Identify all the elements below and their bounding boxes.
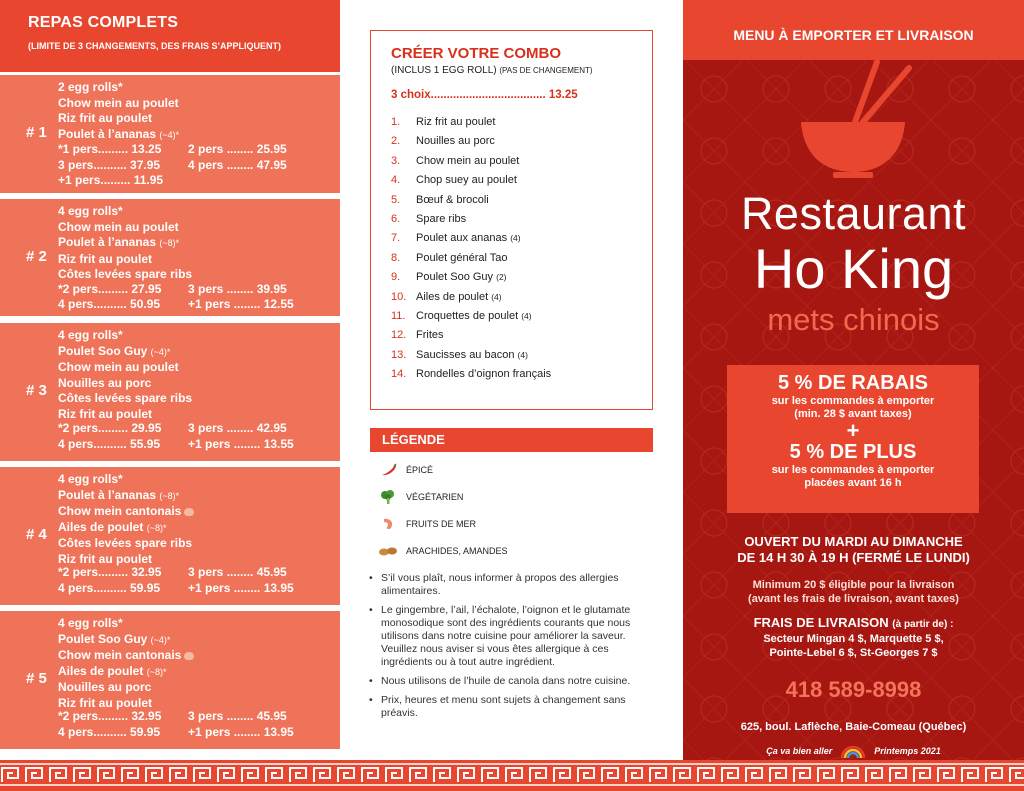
restaurant-tagline: mets chinois <box>767 302 940 337</box>
combo-item-note: (4) <box>510 233 521 244</box>
meal-item-text: Côtes levées spare ribs <box>58 536 193 550</box>
meal-item <box>58 616 194 632</box>
meal-item-text: Poulet à l’ananas <box>58 487 160 502</box>
combo-item-number: 10. <box>391 290 407 303</box>
promo-discount: 5 % DE RABAIS <box>777 372 929 394</box>
combo-item-text: Chow mein au poulet <box>416 154 520 167</box>
meal-item <box>58 664 194 681</box>
combo-box <box>370 30 653 410</box>
meal-item-text: Riz frit au poulet <box>58 551 152 566</box>
fees-title <box>683 616 1024 632</box>
meal-card <box>0 75 340 193</box>
combo-item-number: 1. <box>391 116 401 128</box>
meal-item-text: Chow mein au poulet <box>58 95 179 110</box>
combo-item <box>391 349 652 368</box>
combo-item-number: 5. <box>391 193 401 206</box>
meal-item-text: 4 egg rolls* <box>58 328 123 342</box>
minimum-line: Minimum 20 $ éligible pour la livraison <box>752 579 955 591</box>
combo-item-number: 13. <box>391 348 407 361</box>
meal-card <box>0 199 340 316</box>
meal-item-text: Riz frit au poulet <box>58 111 152 125</box>
meal-item-text: Chow mein au poulet <box>58 360 179 374</box>
meal-card <box>0 611 340 749</box>
meal-item-note: (~4)* <box>159 129 180 140</box>
combo-item-number: 14. <box>391 368 407 381</box>
combo-item-text: Poulet aux ananas <box>416 232 511 245</box>
meal-item <box>58 267 192 283</box>
meal-prices <box>58 421 294 452</box>
price-cell: 3 pers ........ 42.95 <box>188 421 287 435</box>
right-panel <box>683 0 1024 760</box>
combo-subtitle-small: (PAS DE CHANGEMENT) <box>499 66 593 75</box>
meal-prices <box>58 282 294 313</box>
restaurant-name-line1: Restaurant <box>740 188 967 239</box>
meal-item-text: Chow mein au poulet <box>58 219 179 234</box>
price-cell: 4 pers.......... 50.95 <box>58 297 161 311</box>
combo-item <box>391 310 652 329</box>
address: 625, boul. Laflèche, Baie-Comeau (Québec) <box>740 721 967 733</box>
meals-subtitle: (LIMITE DE 3 CHANGEMENTS, DES FRAIS S’APPLIQUENT) <box>28 41 282 51</box>
allergy-notes <box>367 572 657 726</box>
price-row <box>58 282 294 298</box>
meal-item <box>58 391 192 407</box>
price-row <box>58 565 294 581</box>
meal-item <box>58 520 194 537</box>
meal-item-text: Ailes de poulet <box>58 663 147 678</box>
restaurant-name-line2: Ho King <box>753 237 954 300</box>
footer <box>683 744 1024 758</box>
price-row <box>58 173 287 189</box>
meal-item-text: Chow mein cantonais <box>58 648 182 662</box>
meal-item-text: Poulet Soo Guy <box>58 631 151 646</box>
legend-label: ÉPICÉ <box>406 465 434 475</box>
opening-hours <box>683 534 1024 566</box>
meal-item <box>58 235 192 252</box>
combo-item-text: Frites <box>416 329 444 342</box>
combo-item-text: Poulet général Tao <box>416 251 508 264</box>
left-panel <box>0 0 340 760</box>
combo-item-number: 7. <box>391 232 401 245</box>
meal-item <box>58 328 192 344</box>
price-row <box>58 581 294 597</box>
meal-item <box>58 252 192 268</box>
combo-item-text: Saucisses au bacon <box>416 348 518 361</box>
combo-item <box>391 213 652 232</box>
combo-item <box>391 271 652 290</box>
price-cell: 4 pers.......... 55.95 <box>58 436 161 451</box>
price-row <box>58 725 294 741</box>
legend-entry <box>378 463 433 477</box>
promo-text: (min. 28 $ avant taxes) <box>794 408 912 420</box>
legend-entry <box>378 490 463 504</box>
chili-pepper-icon <box>378 463 398 477</box>
meal-item <box>58 127 179 144</box>
price-cell: 3 pers ........ 39.95 <box>188 281 287 296</box>
price-cell: 3 pers ........ 45.95 <box>188 565 287 579</box>
price-cell: +1 pers......... 11.95 <box>58 173 164 187</box>
meal-items <box>58 328 192 422</box>
meal-prices <box>58 142 287 189</box>
meal-item <box>58 472 194 488</box>
combo-item-text: Croquettes de poulet <box>416 309 522 322</box>
combo-item <box>391 368 652 387</box>
combo-item-note: (2) <box>496 272 507 283</box>
meal-item-text: Ailes de poulet <box>58 519 147 534</box>
combo-item-text: Ailes de poulet <box>416 290 492 303</box>
combo-item-text: Rondelles d’oignon français <box>416 368 552 381</box>
price-cell: *2 pers......... 29.95 <box>58 421 162 435</box>
promo-extra: 5 % DE PLUS <box>789 441 917 463</box>
promo-box <box>727 365 979 513</box>
note-item: • Nous utilisons de l’huile de canola dans notre cuisine. <box>367 675 657 688</box>
meal-item-text: Riz frit au poulet <box>58 251 152 266</box>
price-cell: 3 pers.......... 37.95 <box>58 157 161 172</box>
price-cell: 4 pers ........ 47.95 <box>188 157 287 172</box>
delivery-fees <box>683 616 1024 660</box>
hours-days: OUVERT DU MARDI AU DIMANCHE <box>744 534 963 549</box>
delivery-minimum <box>683 578 1024 606</box>
price-cell: +1 pers ........ 13.55 <box>188 436 294 451</box>
combo-item-number: 12. <box>391 329 407 342</box>
fees-line: Secteur Mingan 4 $, Marquette 5 $, <box>763 633 944 645</box>
meal-prices <box>58 709 294 740</box>
meal-items <box>58 616 194 711</box>
legend-entry <box>378 544 508 558</box>
price-row <box>58 437 294 453</box>
price-cell: 4 pers.......... 59.95 <box>58 724 161 739</box>
combo-item-text: Nouilles au porc <box>416 135 495 148</box>
legend-label: FRUITS DE MER <box>406 519 477 529</box>
promo-plus: + <box>846 418 860 443</box>
price-cell: 4 pers.......... 59.95 <box>58 580 161 595</box>
bowl-chopsticks-icon <box>793 52 913 182</box>
combo-item-text: Riz frit au poulet <box>416 116 496 128</box>
meal-item <box>58 504 194 520</box>
legend-label: ARACHIDES, AMANDES <box>406 546 508 556</box>
price-row <box>58 421 294 437</box>
meal-number: # 5 <box>26 670 47 687</box>
shrimp-icon <box>184 508 194 516</box>
phone-number[interactable]: 418 589-8998 <box>785 677 922 702</box>
meal-item <box>58 648 194 664</box>
footer-slogan: Ça va bien aller <box>766 746 833 756</box>
meal-items <box>58 204 192 283</box>
meal-item-text: 2 egg rolls* <box>58 80 123 94</box>
combo-subtitle <box>391 65 652 76</box>
price-cell: +1 pers ........ 12.55 <box>188 297 294 311</box>
meal-items <box>58 472 194 567</box>
meal-item-text: Côtes levées spare ribs <box>58 391 193 405</box>
meal-card <box>0 323 340 461</box>
combo-item-number: 8. <box>391 251 401 264</box>
shrimp-icon <box>378 517 398 531</box>
meal-number: # 1 <box>26 124 47 141</box>
meal-number: # 4 <box>26 526 47 543</box>
combo-item-text: Bœuf & brocoli <box>416 193 489 206</box>
meal-item <box>58 204 192 220</box>
price-row <box>58 142 287 158</box>
meal-item-text: Poulet à l’ananas <box>58 235 160 249</box>
hours-time: DE 14 H 30 À 19 H (FERMÉ LE LUNDI) <box>737 550 970 565</box>
meal-item-note: (~4)* <box>150 634 171 645</box>
meal-item <box>58 680 194 696</box>
fees-line: Pointe-Lebel 6 $, St-Georges 7 $ <box>769 647 938 659</box>
promo-text: sur les commandes à emporter <box>771 464 935 476</box>
note-item: • Le gingembre, l’ail, l’échalote, l’oignon et le glutamate monosodique sont des ingrédients courants que nous utilisons dans notre cuisine pour améliorer la saveur. Veuillez nous aviser si vous êtes allergique à ces ingrédients ou à tout autre ingrédient. <box>367 604 657 669</box>
combo-item <box>391 116 652 135</box>
meal-item <box>58 96 179 112</box>
price-cell: *2 pers......... 27.95 <box>58 281 162 296</box>
meal-item <box>58 407 192 423</box>
fees-title-small: (à partir de) : <box>892 619 954 630</box>
price-cell: *1 pers......... 13.25 <box>58 142 162 156</box>
meal-item-note: (~8)* <box>159 490 180 501</box>
meal-item <box>58 80 179 96</box>
combo-subtitle-main: (INCLUS 1 EGG ROLL) <box>391 65 497 76</box>
combo-item-text: Poulet Soo Guy <box>416 271 497 284</box>
meal-items <box>58 80 179 143</box>
promo-text: sur les commandes à emporter <box>771 395 935 407</box>
combo-item-number: 11. <box>391 309 406 322</box>
meal-item-text: Poulet Soo Guy <box>58 343 151 358</box>
combo-item-number: 4. <box>391 174 401 187</box>
promo-text: placées avant 16 h <box>804 477 902 489</box>
meal-card <box>0 467 340 605</box>
meal-item-text: 4 egg rolls* <box>58 472 123 486</box>
combo-item-number: 2. <box>391 135 401 148</box>
legend-entry <box>378 517 476 531</box>
meal-item-note: (~8)* <box>159 238 180 248</box>
combo-item <box>391 135 652 154</box>
meal-item-text: Chow mein cantonais <box>58 504 182 518</box>
meal-item-text: Poulet à l’ananas <box>58 126 160 141</box>
shrimp-icon <box>184 652 194 660</box>
combo-item <box>391 252 652 271</box>
meal-item <box>58 376 192 392</box>
price-cell: *2 pers......... 32.95 <box>58 709 162 723</box>
combo-item <box>391 291 652 310</box>
meal-item-note: (~4)* <box>150 346 171 357</box>
price-row <box>58 297 294 313</box>
combo-item-text: Chop suey au poulet <box>416 174 517 187</box>
meal-item <box>58 344 192 361</box>
combo-item-text: Spare ribs <box>416 212 467 225</box>
combo-item-number: 3. <box>391 154 401 167</box>
meal-item-text: Riz frit au poulet <box>58 695 152 710</box>
footer-season: Printemps 2021 <box>874 746 941 756</box>
meal-item <box>58 632 194 649</box>
meals-title: REPAS COMPLETS <box>28 14 179 31</box>
price-cell: +1 pers ........ 13.95 <box>188 724 294 739</box>
meal-item-text: Riz frit au poulet <box>58 406 152 421</box>
meal-number: # 3 <box>26 382 47 399</box>
meal-item <box>58 111 179 127</box>
combo-title: CRÉER VOTRE COMBO <box>391 45 562 62</box>
price-cell: +1 pers ........ 13.95 <box>188 580 294 595</box>
price-row <box>58 709 294 725</box>
meal-item <box>58 488 194 505</box>
peanut-icon <box>378 544 398 558</box>
fees-title-main: FRAIS DE LIVRAISON <box>753 615 889 630</box>
meal-item-note: (~8)* <box>146 666 167 677</box>
meal-item-text: Côtes levées spare ribs <box>58 267 193 281</box>
meal-prices <box>58 565 294 596</box>
combo-item <box>391 329 652 348</box>
meal-item-note: (~8)* <box>146 522 167 533</box>
legend-header: LÉGENDE <box>370 428 653 452</box>
service-header: MENU À EMPORTER ET LIVRAISON <box>683 0 1024 60</box>
combo-item-note: (4) <box>521 310 532 321</box>
broccoli-icon <box>378 490 398 504</box>
combo-items <box>391 116 652 387</box>
combo-price-line: 3 choix.................................... 13.25 <box>391 89 578 101</box>
combo-item <box>391 232 652 251</box>
meal-item <box>58 536 194 552</box>
greek-key-border <box>0 760 1024 791</box>
combo-item <box>391 194 652 213</box>
meal-item <box>58 220 192 236</box>
greek-key-pattern <box>0 760 1024 791</box>
legend-label: VÉGÉTARIEN <box>406 492 464 502</box>
price-cell: 3 pers ........ 45.95 <box>188 709 287 723</box>
minimum-line: (avant les frais de livraison, avant taxes) <box>748 593 959 605</box>
combo-item <box>391 155 652 174</box>
combo-item <box>391 174 652 193</box>
meal-item-text: Nouilles au porc <box>58 375 152 390</box>
combo-item-note: (4) <box>517 349 528 360</box>
price-cell: 2 pers ........ 25.95 <box>188 142 287 156</box>
combo-item-number: 9. <box>391 271 401 284</box>
price-row <box>58 158 287 174</box>
meal-item-text: Nouilles au porc <box>58 680 152 694</box>
price-cell: *2 pers......... 32.95 <box>58 565 162 579</box>
rainbow-icon <box>840 744 866 758</box>
meal-number: # 2 <box>26 248 47 265</box>
note-item: • Prix, heures et menu sont sujets à changement sans préavis. <box>367 694 657 720</box>
meals-header <box>0 0 340 72</box>
combo-item-number: 6. <box>391 212 401 225</box>
middle-panel <box>343 0 681 760</box>
meal-item-text: 4 egg rolls* <box>58 616 123 630</box>
meal-item-text: 4 egg rolls* <box>58 204 123 218</box>
note-item: • S’il vous plaît, nous informer à propos des allergies alimentaires. <box>367 572 657 598</box>
combo-item-note: (4) <box>491 291 502 302</box>
meal-item <box>58 360 192 376</box>
